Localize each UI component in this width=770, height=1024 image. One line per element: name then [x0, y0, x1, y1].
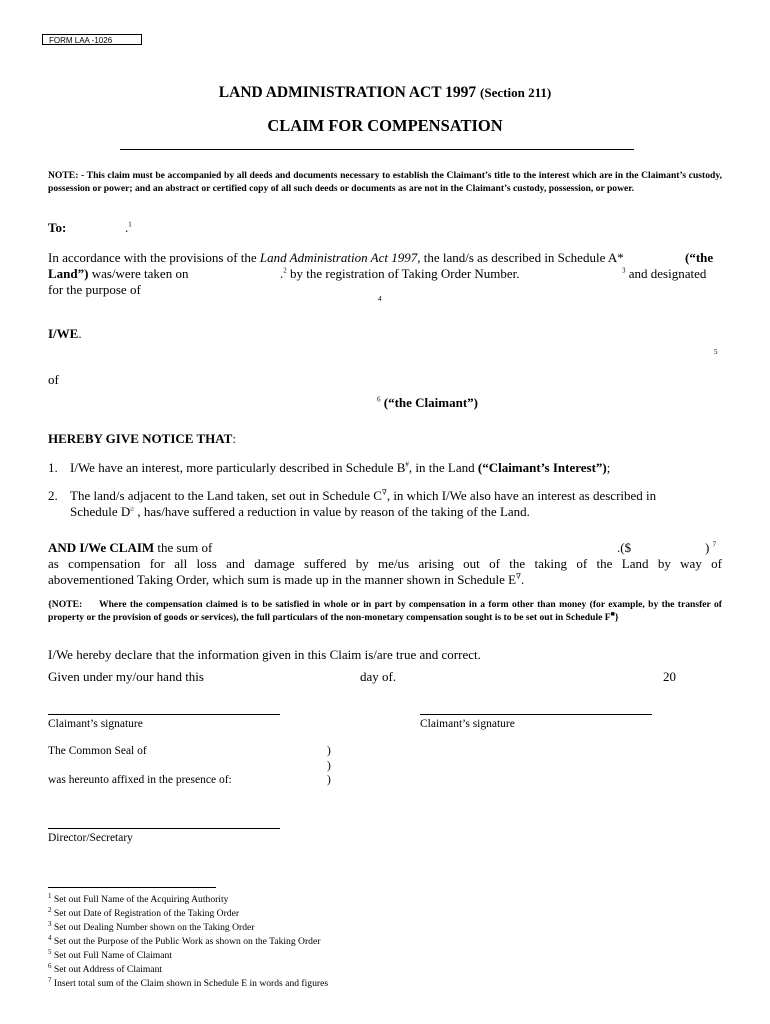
form-code: FORM LAA -1026: [42, 34, 142, 45]
footnote: $^4$ Set out the Purpose of the Public Work as shown on the Taking Order: [48, 933, 321, 947]
claimants-interest: (“Claimant’s Interest”): [477, 460, 607, 475]
accordance-text-a: In accordance with the provisions of the: [48, 250, 260, 265]
given-day-of: day of.: [360, 669, 397, 684]
footnote-ref-4: 4: [378, 295, 382, 303]
director-label: Director/Secretary: [48, 832, 133, 844]
claim-line-1: [48, 540, 212, 556]
given-year: 20: [663, 669, 676, 684]
iwe-dot: .: [78, 326, 82, 341]
director-signature-line[interactable]: [48, 828, 280, 829]
signature-line-left[interactable]: [48, 714, 280, 715]
note-paragraph: NOTE: - This claim must be accompanied by all deeds and documents necessary to establish the Claimant’s title to the interest which are in the Claimant’s custody, possession or power; and an abstract or certified copy of all such deeds or documents as are not in the Claimant’s custody, possession, or power.: [48, 170, 722, 194]
footnote: $^6$ Set out Address of Claimant: [48, 961, 163, 975]
the-land-open: (“the: [685, 250, 714, 265]
footnote-ref-5: 5: [714, 348, 718, 356]
claim-title: CLAIM FOR COMPENSATION: [267, 116, 503, 135]
of-label: of: [48, 372, 59, 387]
seal-paren-2: ): [327, 760, 331, 772]
given-under: Given under my/our hand this: [48, 669, 204, 684]
claim-bold: AND I/We CLAIM: [48, 540, 155, 555]
item-2-b: , in which I/We also have an interest as described in: [386, 488, 657, 503]
act-name: LAND ADMINISTRATION ACT 1997: [218, 84, 477, 101]
item-2-sup-2: ≥: [130, 504, 135, 513]
accordance-text-b: , the land/s as described in Schedule A*: [417, 250, 624, 265]
note-2-end: }: [614, 612, 619, 623]
signature-line-right[interactable]: [420, 714, 652, 715]
footnote: $^2$ Set out Date of Registration of the Taking Order: [48, 905, 240, 919]
iwe-line: [48, 326, 82, 342]
accordance-line-3: for the purpose of: [48, 282, 141, 297]
seal-paren-3: ): [327, 774, 331, 786]
accordance-dot: .: [280, 266, 284, 281]
to-dot: .: [125, 220, 129, 235]
item-2-line-1: [70, 488, 656, 504]
footnote-ref-6: 6: [377, 395, 381, 404]
footnote: $^1$ Set out Full Name of the Acquiring Authority: [48, 891, 229, 905]
claim-paren-close: ): [705, 540, 710, 555]
affixed-label: was hereunto affixed in the presence of:: [48, 774, 232, 786]
item-2-a: The land/s adjacent to the Land taken, set out in Schedule C: [70, 488, 382, 503]
claimant-line: [377, 395, 478, 411]
hereby-colon: :: [232, 431, 236, 446]
claim-dollar: .($: [617, 540, 632, 555]
footnotes: [48, 893, 328, 991]
accordance-line-2b: [280, 266, 520, 282]
accordance-line-1: [48, 250, 624, 266]
act-section: (Section 211): [480, 85, 552, 100]
title-rule: [120, 149, 634, 150]
item-1-text: [70, 460, 610, 476]
to-label: To:: [48, 220, 67, 235]
act-italic: Land Administration Act 1997: [259, 250, 418, 265]
footnote-ref-2: 2: [283, 266, 287, 275]
declaration: I/We hereby declare that the information given in this Claim is/are true and correct.: [48, 647, 481, 662]
item-1-sup: #: [405, 460, 409, 469]
accordance-text-c: was/were taken on: [88, 266, 189, 281]
item-2-d: , has/have suffered a reduction in value by reason of the taking of the Land.: [134, 504, 530, 519]
note-2-sup: ■: [610, 609, 615, 618]
item-2-c: Schedule D: [70, 504, 131, 519]
accordance-text-e: by the registration of Taking Order Number.: [286, 266, 520, 281]
claim-line-3a: abovementioned Taking Order, which sum is made up in the manner shown in Schedule E: [48, 572, 517, 587]
claimant-label: (“the Claimant”): [383, 395, 478, 410]
item-1-b: , in the Land: [408, 460, 478, 475]
accordance-line-2c: [622, 266, 706, 282]
claim-line-3b: .: [520, 572, 525, 587]
claim-line-2: as compensation for all loss and damage suffered by me/us arising out of the taking of the Land by way of: [48, 556, 722, 571]
act-title: [0, 84, 770, 102]
footnote-ref-7: 7: [712, 540, 717, 549]
to-line: [48, 220, 66, 236]
footnote: $^5$ Set out Full Name of Claimant: [48, 947, 172, 961]
signature-label-left: Claimant’s signature: [48, 718, 143, 730]
footnote: $^7$ Insert total sum of the Claim shown in Schedule E in words and figures: [48, 975, 329, 989]
item-2-line-2: [70, 504, 530, 520]
claim-sum-of: the sum of: [154, 540, 213, 555]
note-2: [48, 598, 722, 624]
footnote-ref-3: 3: [622, 266, 626, 275]
signature-label-right: Claimant’s signature: [420, 718, 515, 730]
footnote-ref-1: 1: [128, 220, 132, 229]
accordance-text-f: and designated: [625, 266, 707, 281]
item-2-number: 2.: [48, 488, 58, 503]
note-2-text: Where the compensation claimed is to be satisfied in whole or in part by compensation in a form other than money (for example, by the transfer of property or the provision of goods or services), the full particulars of the non-monetary compensation sought is to be set out in Schedule F: [48, 599, 722, 623]
footnote-rule: [48, 887, 216, 888]
iwe-label: I/WE: [48, 326, 79, 341]
footnote: $^3$ Set out Dealing Number shown on the Taking Order: [48, 919, 255, 933]
accordance-line-2: Land”) was/were taken on: [48, 266, 189, 281]
seal-paren-1: ): [327, 745, 331, 757]
claim-paren: [705, 540, 716, 556]
item-1-c: ;: [606, 460, 611, 475]
hereby-heading: [48, 431, 236, 447]
item-1-number: 1.: [48, 460, 58, 475]
common-seal-label: The Common Seal of: [48, 745, 147, 757]
note-2-label: {NOTE:: [48, 599, 83, 610]
claim-line-3: [48, 572, 524, 588]
item-1-a: I/We have an interest, more particularly described in Schedule B: [70, 460, 406, 475]
claim-line-3-sup: ∇: [516, 572, 521, 581]
item-2-sup-1: ∇: [381, 488, 387, 497]
hereby-bold: HEREBY GIVE NOTICE THAT: [48, 431, 233, 446]
to-mark: [125, 220, 132, 236]
